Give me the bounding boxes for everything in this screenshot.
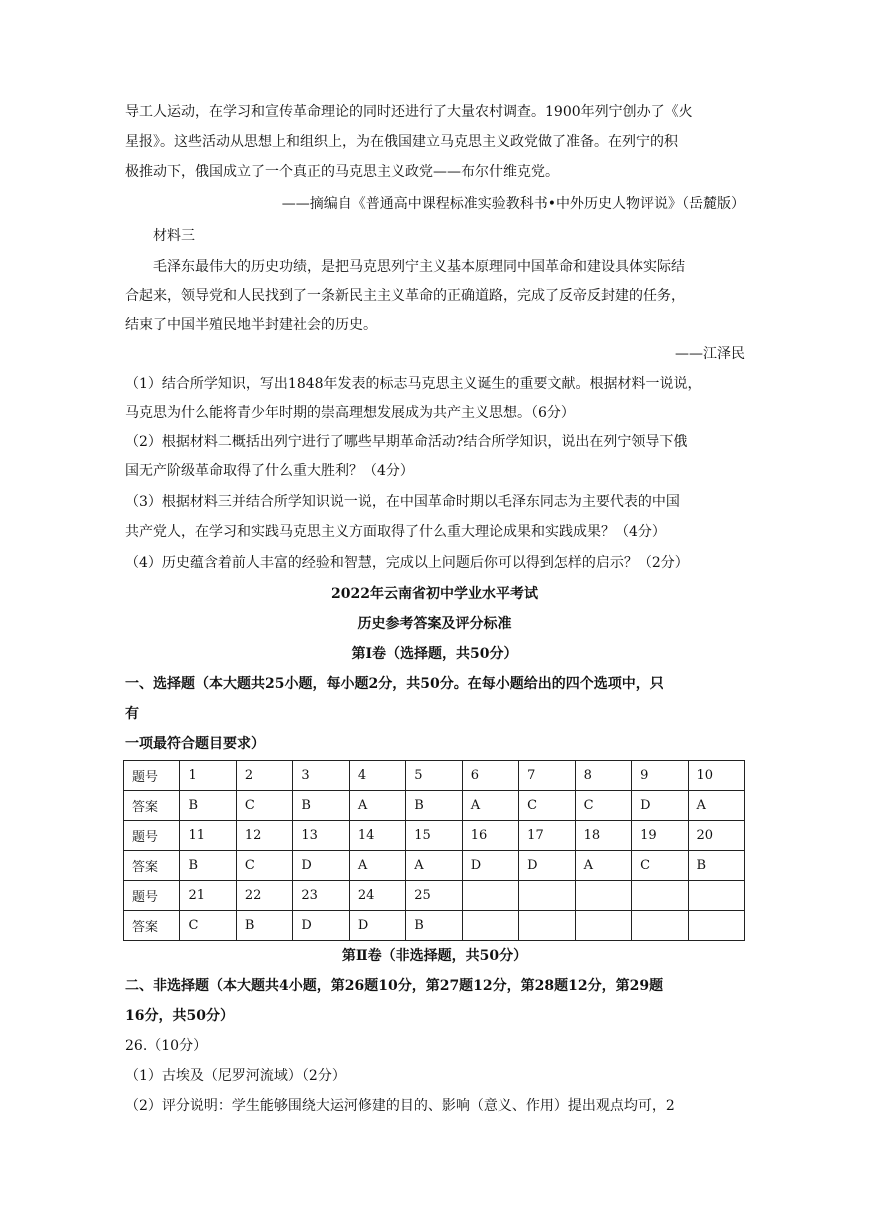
table-cell: 13	[293, 821, 349, 851]
table-cell: C	[236, 851, 292, 881]
table-cell: 10	[688, 761, 744, 791]
table-cell: A	[349, 791, 405, 821]
table-cell: 20	[688, 821, 744, 851]
table-cell: 18	[575, 821, 631, 851]
table-cell: 5	[406, 761, 462, 791]
table-cell	[462, 881, 518, 911]
table-cell: D	[519, 851, 575, 881]
table-cell: B	[688, 851, 744, 881]
table-cell: A	[406, 851, 462, 881]
table-cell: 17	[519, 821, 575, 851]
table-cell: B	[293, 791, 349, 821]
table-cell: 1	[180, 761, 236, 791]
table-cell: 2	[236, 761, 292, 791]
table-cell: 19	[632, 821, 688, 851]
table-cell: 8	[575, 761, 631, 791]
material2-source: ——摘编自《普通高中课程标准实验教科书•中外历史人物评说》（岳麓版）	[281, 196, 745, 212]
volume2-title: 第Ⅱ卷（非选择题，共50分）	[341, 948, 528, 964]
q26-label: 26.（10分）	[125, 1038, 208, 1054]
table-row	[124, 821, 745, 851]
table-row-header: 答案	[124, 911, 180, 941]
table-cell: 23	[293, 881, 349, 911]
table-row-header: 题号	[124, 821, 180, 851]
table-row	[124, 911, 745, 941]
table-cell: B	[406, 791, 462, 821]
question-line-3: （2）根据材料二概括出列宁进行了哪些早期革命活动?结合所学知识，说出在列宁领导下俄	[125, 434, 688, 450]
question-line-7: （4）历史蕴含着前人丰富的经验和智慧，完成以上问题后你可以得到怎样的启示？（2分）	[125, 555, 689, 571]
table-cell: C	[236, 791, 292, 821]
table-cell: B	[236, 911, 292, 941]
answer-table	[123, 760, 745, 941]
table-row-header: 题号	[124, 761, 180, 791]
table-row-header: 答案	[124, 791, 180, 821]
section2-heading-1: 二、非选择题（本大题共4小题，第26题10分，第27题12分，第28题12分，第29题	[125, 978, 664, 994]
table-cell	[575, 881, 631, 911]
table-cell: 25	[406, 881, 462, 911]
table-cell: C	[519, 791, 575, 821]
table-row	[124, 761, 745, 791]
section1-heading-2: 有	[125, 706, 139, 722]
answer-title: 历史参考答案及评分标准	[357, 616, 512, 632]
table-cell: 6	[462, 761, 518, 791]
material3-label: 材料三	[153, 228, 195, 244]
table-cell: D	[349, 911, 405, 941]
question-line-4: 国无产阶级革命取得了什么重大胜利？（4分）	[125, 463, 414, 479]
table-cell: 12	[236, 821, 292, 851]
volume1-title: 第Ⅰ卷（选择题，共50分）	[351, 646, 518, 662]
table-cell: C	[632, 851, 688, 881]
table-cell: 21	[180, 881, 236, 911]
material2-line-3: 极推动下，俄国成立了一个真正的马克思主义政党——布尔什维克党。	[125, 164, 559, 180]
table-cell: 11	[180, 821, 236, 851]
material3-line-3: 结束了中国半殖民地半封建社会的历史。	[125, 317, 377, 333]
table-cell: D	[293, 851, 349, 881]
section1-heading-1: 一、选择题（本大题共25小题，每小题2分，共50分。在每小题给出的四个选项中，只	[125, 676, 664, 692]
table-row-header: 答案	[124, 851, 180, 881]
material2-line-1: 导工人运动，在学习和宣传革命理论的同时还进行了大量农村调查。1900年列宁创办了《火	[125, 104, 693, 120]
table-cell	[575, 911, 631, 941]
table-cell: D	[462, 851, 518, 881]
table-cell	[519, 881, 575, 911]
table-cell: 16	[462, 821, 518, 851]
question-line-6: 共产党人，在学习和实践马克思主义方面取得了什么重大理论成果和实践成果？（4分）	[125, 524, 666, 540]
material2-line-2: 星报》。这些活动从思想上和组织上，为在俄国建立马克思主义政党做了准备。在列宁的积	[125, 134, 678, 150]
table-cell: A	[349, 851, 405, 881]
table-row	[124, 881, 745, 911]
table-cell: C	[575, 791, 631, 821]
exam-title: 2022年云南省初中学业水平考试	[331, 586, 538, 602]
table-row-header: 题号	[124, 881, 180, 911]
table-cell: A	[575, 851, 631, 881]
table-cell	[632, 881, 688, 911]
table-cell: 15	[406, 821, 462, 851]
table-cell	[462, 911, 518, 941]
table-row	[124, 791, 745, 821]
table-cell: 14	[349, 821, 405, 851]
material3-source: ——江泽民	[675, 346, 745, 362]
table-cell: B	[180, 851, 236, 881]
section1-heading-3: 一项最符合题目要求）	[125, 736, 265, 752]
table-cell: 3	[293, 761, 349, 791]
question-line-5: （3）根据材料三并结合所学知识说一说，在中国革命时期以毛泽东同志为主要代表的中国	[125, 494, 680, 510]
table-cell: A	[688, 791, 744, 821]
table-cell: D	[632, 791, 688, 821]
question-line-2: 马克思为什么能将青少年时期的崇高理想发展成为共产主义思想。（6分）	[125, 405, 575, 421]
material3-line-1: 毛泽东最伟大的历史功绩，是把马克思列宁主义基本原理同中国革命和建设具体实际结	[153, 259, 685, 275]
q26-answer-2: （2）评分说明：学生能够围绕大运河修建的目的、影响（意义、作用）提出观点均可，2	[125, 1098, 675, 1114]
section2-heading-2: 16分，共50分）	[125, 1008, 234, 1024]
table-cell: A	[462, 791, 518, 821]
table-cell: 24	[349, 881, 405, 911]
table-row	[124, 851, 745, 881]
question-line-1: （1）结合所学知识，写出1848年发表的标志马克思主义诞生的重要文献。根据材料一说说，	[125, 376, 702, 392]
table-cell: B	[180, 791, 236, 821]
table-cell: 4	[349, 761, 405, 791]
table-cell: 22	[236, 881, 292, 911]
table-cell	[632, 911, 688, 941]
table-cell: C	[180, 911, 236, 941]
table-cell: 7	[519, 761, 575, 791]
q26-answer-1: （1）古埃及（尼罗河流域）（2分）	[125, 1068, 346, 1084]
table-cell	[519, 911, 575, 941]
table-cell	[688, 911, 744, 941]
table-cell: D	[293, 911, 349, 941]
material3-line-2: 合起来，领导党和人民找到了一条新民主主义革命的正确道路，完成了反帝反封建的任务，	[125, 288, 685, 304]
table-cell: 9	[632, 761, 688, 791]
table-cell	[688, 881, 744, 911]
table-cell: B	[406, 911, 462, 941]
